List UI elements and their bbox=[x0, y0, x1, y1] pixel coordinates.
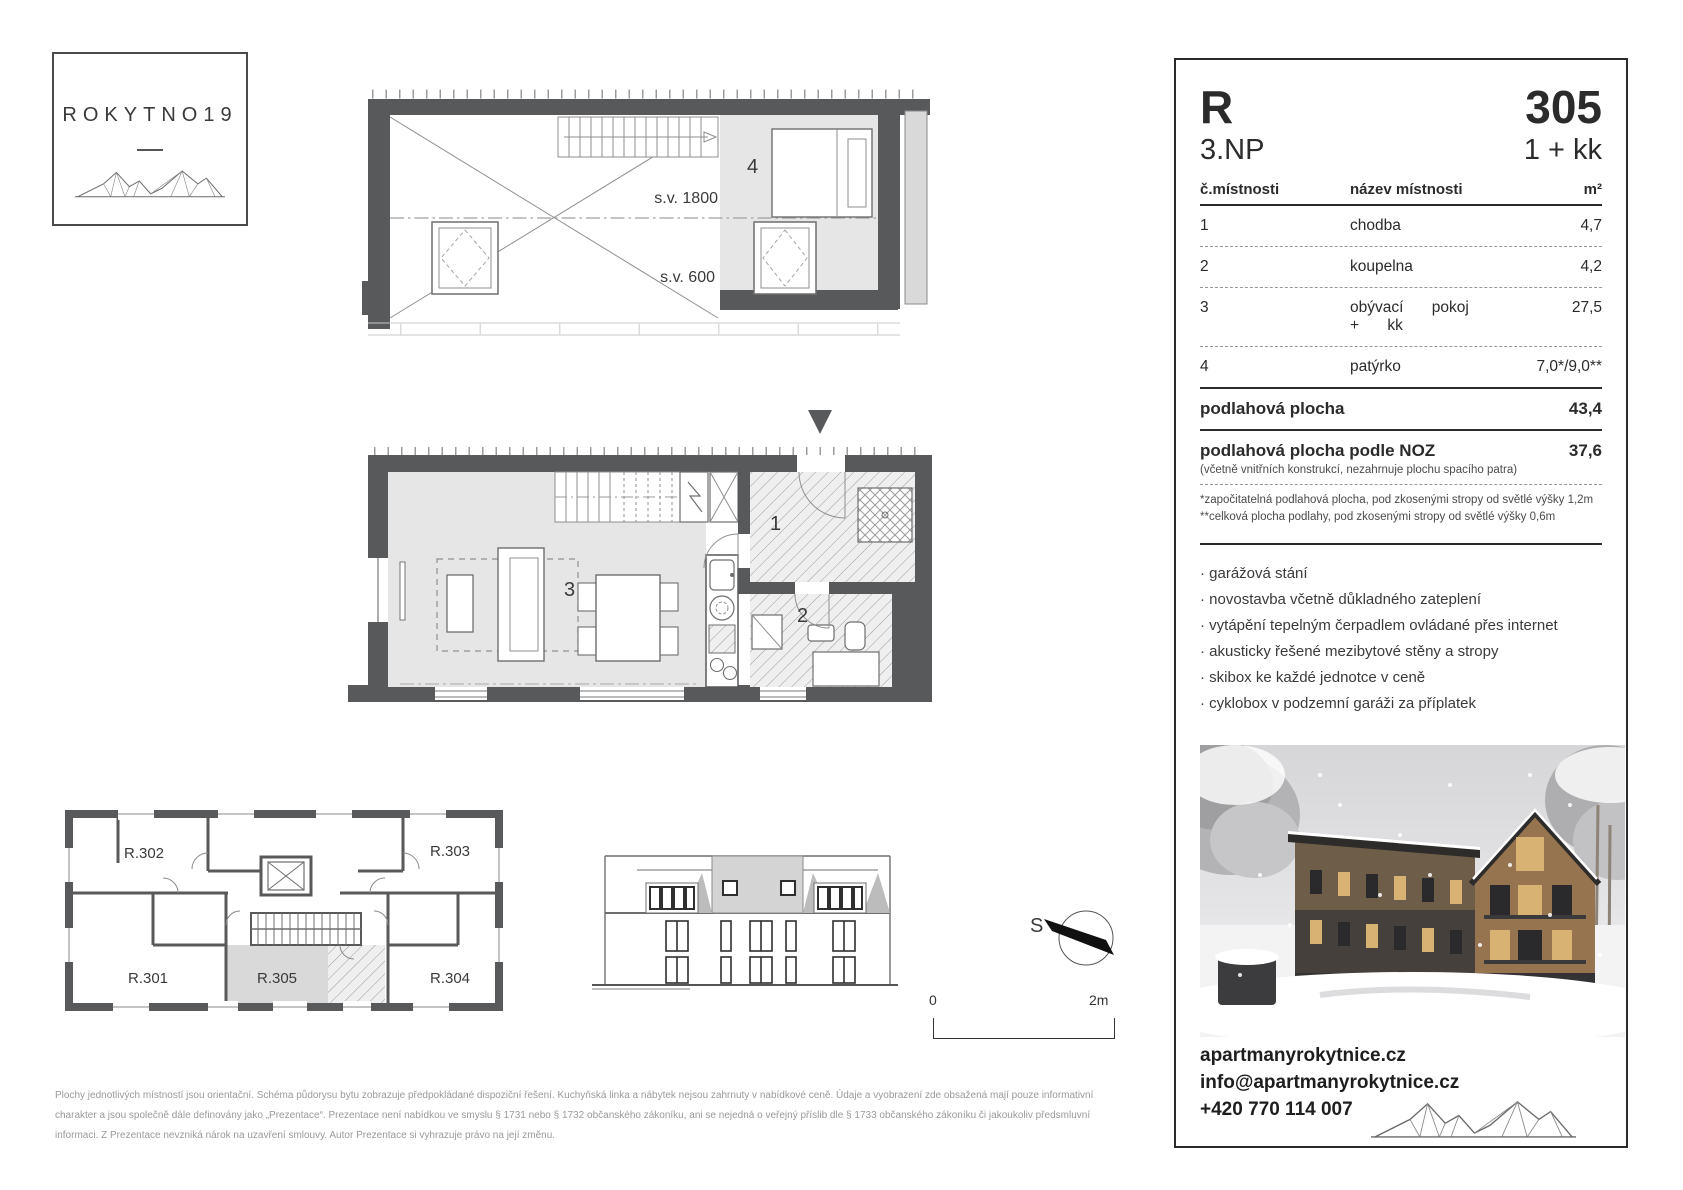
scale-2m-label: 2m bbox=[1089, 992, 1109, 1008]
layout-label: 1 + kk bbox=[1523, 134, 1602, 166]
room-name: chodba bbox=[1350, 217, 1401, 234]
floor-plan-upper bbox=[340, 85, 940, 340]
room1-number-label: 1 bbox=[770, 513, 782, 535]
dashed-divider bbox=[1200, 484, 1602, 485]
solid-divider bbox=[1200, 543, 1602, 545]
col-room-name: název místnosti bbox=[1350, 181, 1463, 198]
feature-item: · garážová stání bbox=[1200, 565, 1308, 582]
scale-zero-label: 0 bbox=[929, 992, 937, 1008]
sofa bbox=[498, 548, 544, 661]
room-table-header bbox=[1200, 181, 1602, 206]
room-area: 27,5 bbox=[1571, 299, 1602, 316]
disclaimer-line: informaci. Z Prezentace nevzniká nárok na uzavření smlouvy. Autor Prezentace si vyhrazuje právo na její změnu. bbox=[55, 1130, 556, 1141]
room2-number-label: 2 bbox=[797, 605, 809, 627]
room-name: patýrko bbox=[1350, 358, 1401, 375]
elevation-ground-line bbox=[592, 985, 898, 989]
room-no: 3 bbox=[1200, 299, 1209, 316]
room-no: 4 bbox=[1200, 358, 1209, 375]
kitchen-counter bbox=[706, 555, 738, 687]
room-no: 1 bbox=[1200, 217, 1209, 234]
building-photo-art bbox=[1200, 745, 1625, 1037]
table-row bbox=[1200, 247, 1602, 288]
floor-plan-main bbox=[340, 400, 960, 710]
col-room-number: č.místnosti bbox=[1200, 181, 1280, 198]
radiator bbox=[400, 562, 405, 620]
room-no: 2 bbox=[1200, 258, 1209, 275]
compass-north-label: S bbox=[1030, 915, 1044, 937]
room-name: koupelna bbox=[1350, 258, 1413, 275]
logo-title: ROKYTNO19 bbox=[62, 104, 238, 126]
footnote-2: **celková plocha podlahy, pod zkosenými stropy od světlé výšky 0,6m bbox=[1200, 511, 1556, 523]
entrance-arrow-icon bbox=[808, 410, 832, 434]
room-name: obývací pokoj + kk bbox=[1350, 299, 1469, 334]
floor-label: 3.NP bbox=[1200, 134, 1265, 166]
feature-item: · novostavba včetně důkladného zateplení bbox=[1200, 591, 1482, 608]
feature-item: · skibox ke každé jednotce v ceně bbox=[1200, 669, 1426, 686]
total-area-row bbox=[1200, 389, 1602, 431]
noz-label: podlahová plocha podle NOZ bbox=[1200, 441, 1436, 460]
elevation-attic bbox=[637, 856, 890, 913]
contact-email: info@apartmanyrokytnice.cz bbox=[1200, 1072, 1460, 1093]
building-letter: R bbox=[1200, 81, 1234, 133]
overview-elevator bbox=[261, 857, 311, 895]
feature-item: · vytápění tepelným čerpadlem ovládané přes internet bbox=[1200, 617, 1558, 634]
logo-dash bbox=[137, 149, 163, 151]
clear-height-1800-label: s.v. 1800 bbox=[654, 190, 718, 207]
mountain-logo-icon bbox=[75, 161, 225, 201]
building-photo bbox=[1200, 745, 1625, 1037]
unit-304-label: R.304 bbox=[429, 970, 471, 987]
mountain-logo-icon bbox=[1371, 1088, 1576, 1143]
building-elevation bbox=[560, 775, 900, 990]
room4-number-label: 4 bbox=[747, 156, 759, 178]
elevation-windows bbox=[666, 921, 855, 983]
table-row bbox=[1200, 206, 1602, 247]
feature-item: · akusticky řešené mezibytové stěny a stropy bbox=[1200, 643, 1499, 660]
room-area: 4,2 bbox=[1580, 258, 1602, 275]
contact-website: apartmanyrokytnice.cz bbox=[1200, 1045, 1406, 1066]
room-table bbox=[1200, 181, 1602, 545]
overview-unit-305-highlight bbox=[226, 945, 385, 1003]
footnote-1: *započitatelná podlahová plocha, pod zkosenými stropy od světlé výšky 1,2m bbox=[1200, 494, 1594, 506]
upper-plan-lower-edge bbox=[368, 323, 900, 335]
table-row bbox=[1200, 347, 1602, 389]
upper-plan-stairs bbox=[558, 117, 718, 157]
logo bbox=[52, 52, 248, 226]
coffee-table bbox=[447, 575, 473, 632]
total-area-value: 43,4 bbox=[1568, 399, 1602, 418]
noz-value: 37,6 bbox=[1568, 441, 1602, 460]
table-row bbox=[1200, 288, 1602, 347]
building-overview-plan bbox=[58, 753, 508, 1018]
bed bbox=[772, 129, 872, 217]
bathroom-room bbox=[750, 594, 892, 687]
unit-303-label: R.303 bbox=[429, 843, 471, 860]
noz-note: (včetně vnitřních konstrukcí, nezahrnuje plochu spacího patra) bbox=[1200, 464, 1518, 476]
unit-info-panel bbox=[1174, 58, 1628, 1148]
clear-height-600-label: s.v. 600 bbox=[660, 269, 715, 286]
scale-bar bbox=[925, 992, 1125, 1044]
col-area: m² bbox=[1583, 181, 1602, 198]
feature-list bbox=[1200, 561, 1602, 717]
disclaimer bbox=[55, 1086, 1165, 1146]
contact-phone: +420 770 114 007 bbox=[1200, 1099, 1353, 1120]
compass-needle bbox=[1044, 919, 1114, 955]
room-area: 4,7 bbox=[1580, 217, 1602, 234]
compass-icon bbox=[1028, 898, 1128, 976]
feature-item: · cyklobox v podzemní garáži za příplatek bbox=[1200, 695, 1476, 712]
overview-stairs bbox=[251, 913, 361, 945]
unit-301-label: R.301 bbox=[127, 970, 169, 987]
disclaimer-line: Plochy jednotlivých místností jsou orientační. Schéma půdorysu bytu zobrazuje předpokládané dispoziční řešení. Kuchyňská linka a nábytek nejsou zahrnuty v nabídkové ceně. Údaje a vyobrazení zde obsažená mají pouze informativní bbox=[55, 1090, 1094, 1101]
total-area-label: podlahová plocha bbox=[1200, 399, 1345, 418]
room3-number-label: 3 bbox=[564, 579, 576, 601]
unit-302-label: R.302 bbox=[123, 845, 165, 862]
skylight-window-left bbox=[432, 222, 498, 294]
main-plan-stairs bbox=[555, 472, 738, 522]
unit-number: 305 bbox=[1525, 81, 1602, 133]
skylight-window-right bbox=[754, 222, 816, 294]
scale-bracket bbox=[933, 1018, 1115, 1039]
noz-area-block bbox=[1200, 431, 1602, 534]
disclaimer-line: charakter a jsou společně dále definovány jako „Prezentace“. Prezentace není nabídkou ve smyslu § 1731 nebo § 1732 občanského zákoníku, ani se nejedná o veřejný příslib dle § 1733 občanského zákoníku či jakoukoliv předsmluvní bbox=[55, 1110, 1091, 1121]
room-area: 7,0*/9,0** bbox=[1536, 358, 1602, 375]
unit-305-label: R.305 bbox=[256, 970, 298, 987]
